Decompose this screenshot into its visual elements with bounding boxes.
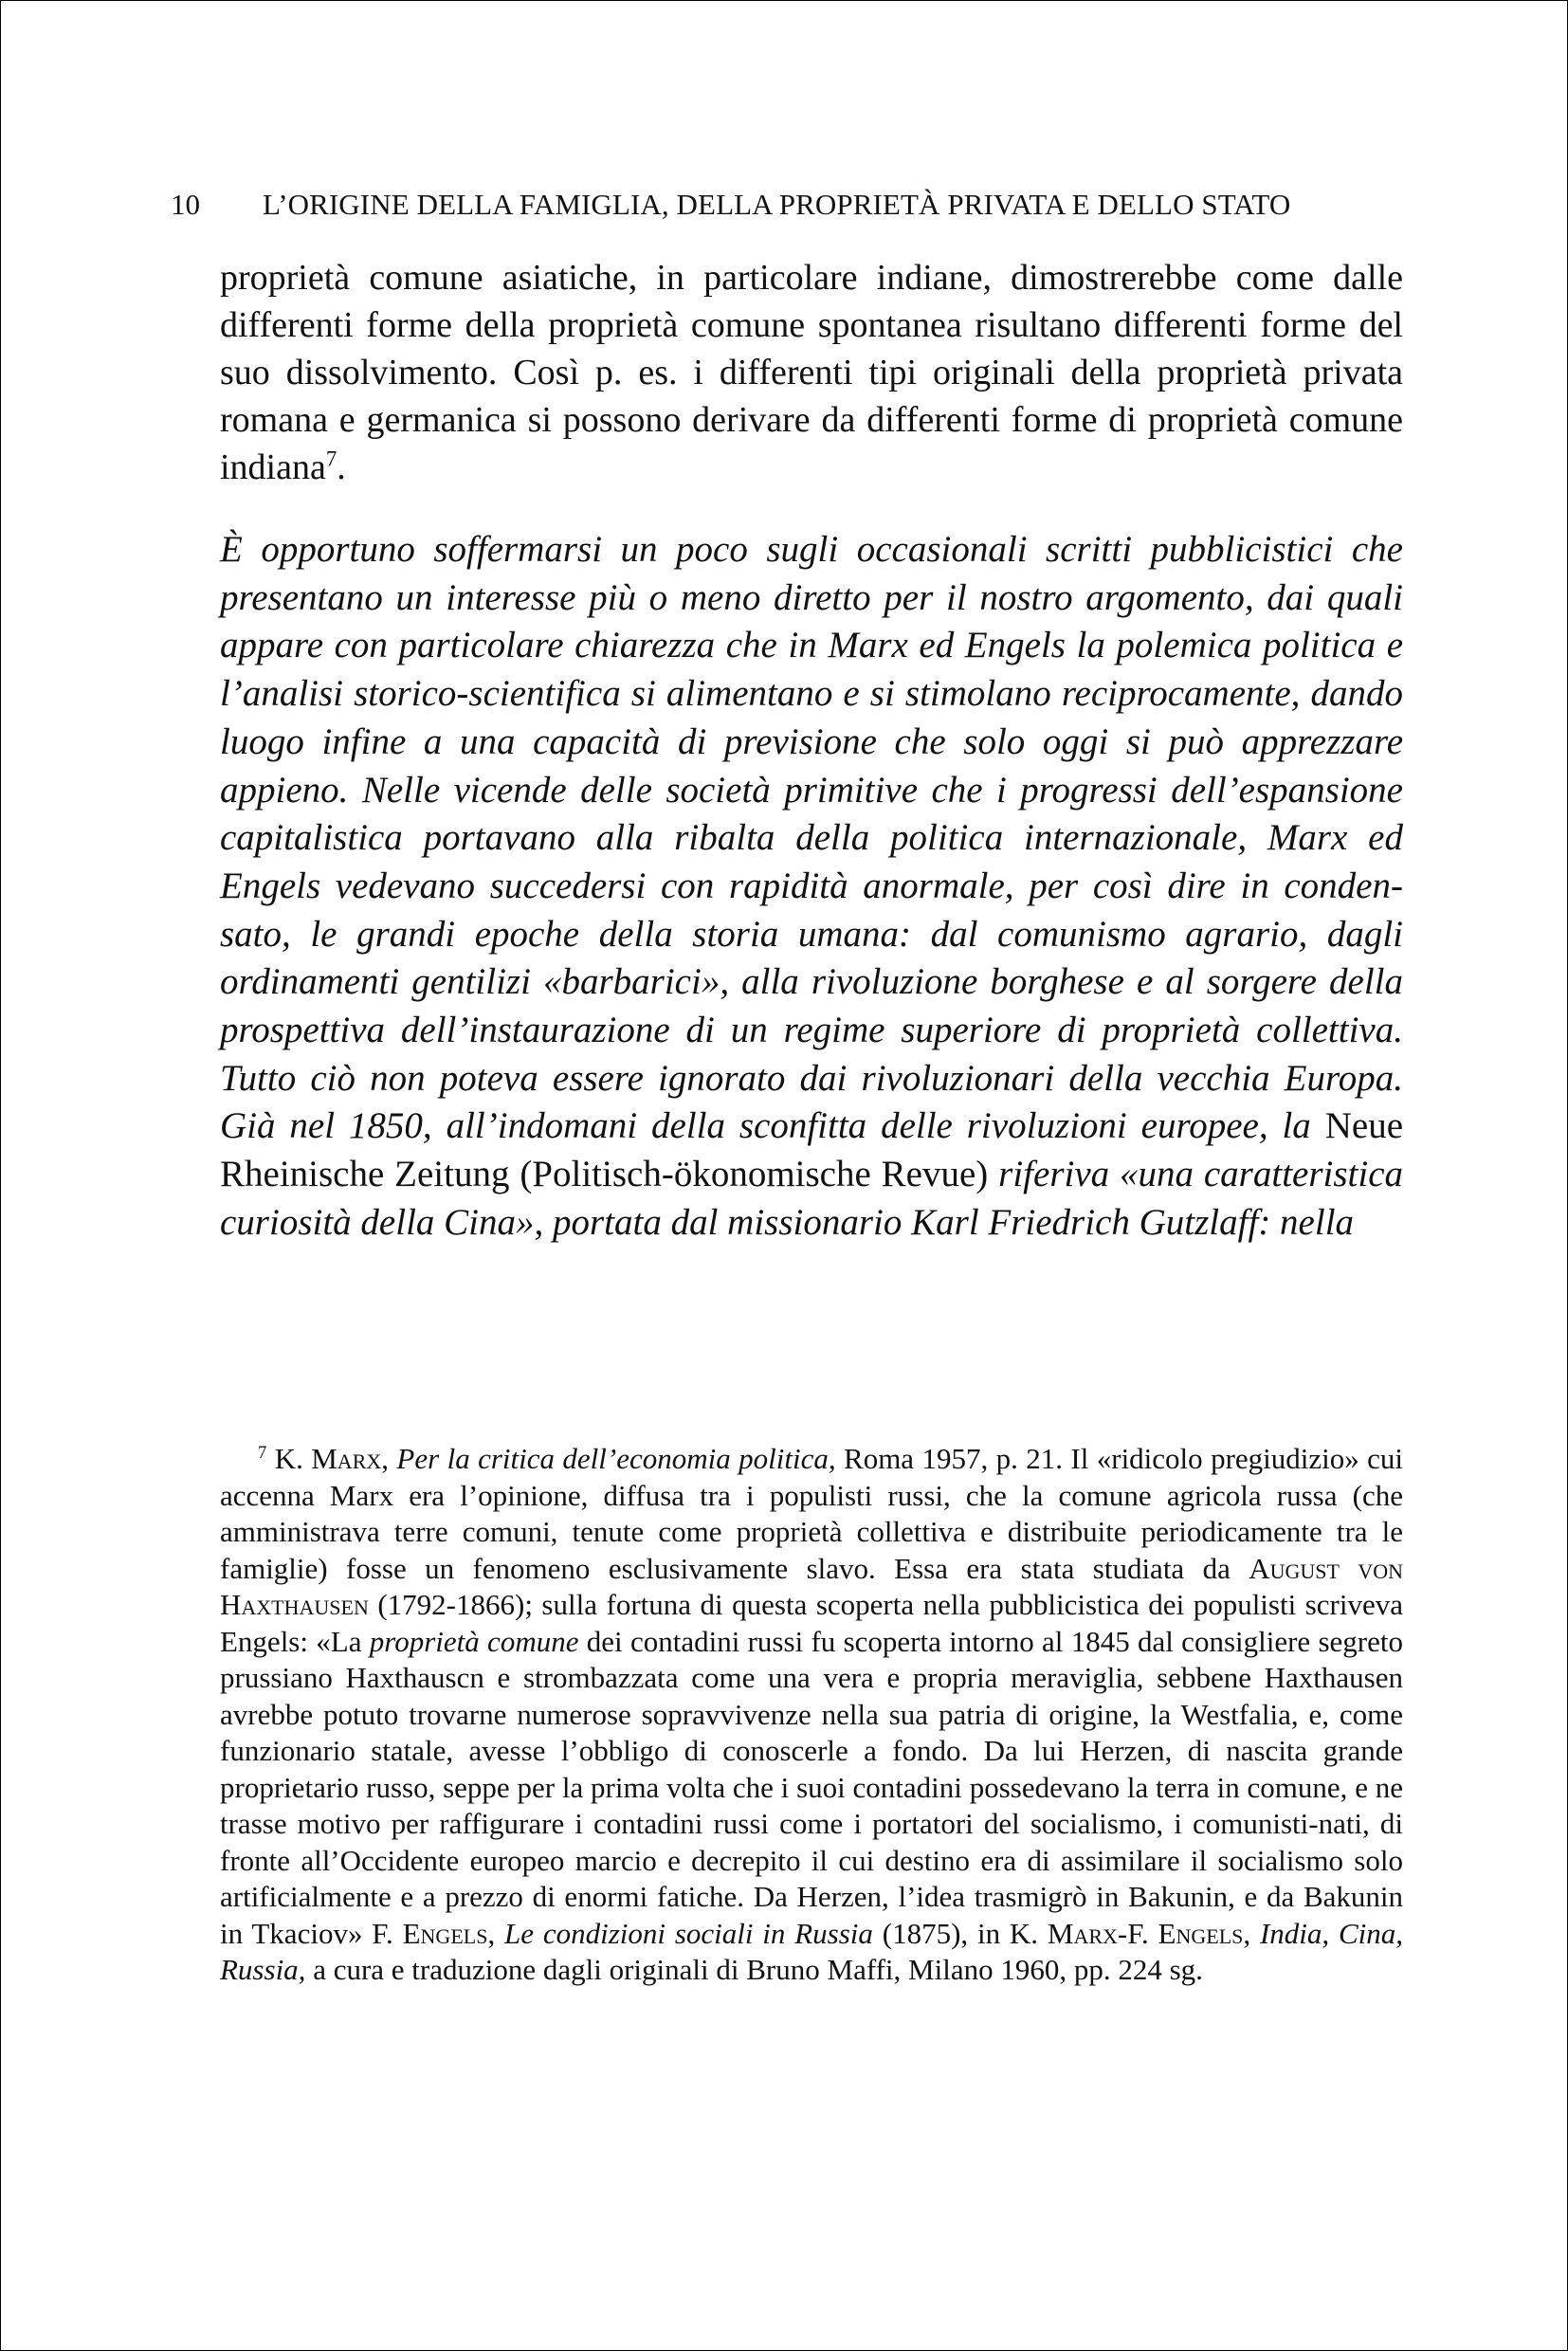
footnote-text: Roma 1957, p. 21. Il «ridicolo pregiudizio» cui accenna Marx era l’opinione, diffusa tra i populisti russi, che la comune agricola russa (che amministrava terre comuni, tenute come proprietà collettiva e distribuite periodicamente tra le famiglie) fosse un fenomeno esclusivamente slavo. Essa era stata studiata da — [220, 1442, 1404, 1585]
paragraph-2 — [220, 526, 1403, 1248]
footnote-text: (1875), in — [882, 1916, 1001, 1950]
footnote-text: (1792-1866); sulla fortuna di questa scoperta nella pubblicistica dei populisti scriveva Engels: «La — [220, 1588, 1403, 1658]
footnote-author: August von Haxthausen — [220, 1551, 1404, 1621]
newspaper-title: Neue Rheinische Zeitung (Politisch-ökonomische Revue) — [220, 1105, 1404, 1195]
page-number: 10 — [171, 188, 200, 221]
footnote-work-title: India, Cina, Russia, — [220, 1916, 1404, 1986]
footnote-author: K. Marx — [274, 1442, 382, 1475]
paragraph-2-part-2: riferiva «una caratteristica curiosità della Cina», portata dal missionario Karl Friedrich Gutzlaff: nella — [220, 1154, 1404, 1243]
paragraph-1-end: . — [337, 447, 346, 487]
running-header — [171, 186, 1394, 224]
running-title: L’ORIGINE DELLA FAMIGLIA, DELLA PROPRIETÀ PRIVATA E DELLO STATO — [263, 188, 1291, 221]
footnote-text: a cura e traduzione dagli originali di Bruno Maffi, Milano 1960, pp. 224 sg. — [313, 1953, 1203, 1986]
footnote-author: F. Engels — [372, 1916, 488, 1950]
paragraph-1-text: proprietà comune asiatiche, in particolare indiane, dimostrerebbe come dalle differenti forme della proprietà comune spontanea risultano differenti forme del suo dissolvimento. Così p. es. i differenti tipi originali della proprietà privata romana e germanica si possono derivare da differenti forme di proprietà comune indiana — [220, 258, 1403, 487]
footnote-reference-7: 7 — [325, 447, 337, 471]
paragraph-1 — [220, 254, 1403, 491]
footnote-7: $^7$ K. Marx, Per la critica dell’economia politica, Roma 1957, p. 21. Il «ridicolo pregiudizio» cui accenna Marx era l’opinione, diffusa tra i populisti russi, che la comune agricola russa (che amministrava terre comuni, tenute come proprietà collettiva e distribuite periodicamente tra le famiglie) fosse un fenomeno esclusivamente slavo. Essa era stata studiata da August von Haxthausen (1792-1866); sulla fortuna di questa scoperta nella pubblicistica dei populisti scriveva Engels: «La proprietà comune dei contadini russi fu scoperta intorno al 1845 dal consigliere segreto prussiano Haxthauscn e strombazzata come una vera e propria meraviglia, sebbene Haxthausen avrebbe potuto trovarne numerose sopravvivenze nella sua patria di origine, la Westfalia, e, come funzionario statale, avesse l’obbligo di conoscerle a fondo. Da lui Herzen, di nascita grande proprietario russo, seppe per la prima volta che i suoi contadini possedevano la terra in comune, e ne trasse motivo per raffigurare i contadini russi come i portatori del socialismo, i comunisti-nati, di fronte all’Occidente europeo marcio e decrepito il cui destino era di assimilare il socialismo solo artificialmente e a prezzo di enormi fatiche. Da Herzen, l’idea trasmigrò in Bakunin, e da Bakunin in Tkaciov» F. Engels, Le condizioni sociali in Russia (1875), in K. Marx-F. Engels, India, Cina, Russia, a cura e traduzione dagli originali di Bruno Maffi, Milano 1960, pp. 224 sg. — [220, 1442, 1404, 1986]
paragraph-2-part-1: È opportuno soffermarsi un poco sugli occasionali scritti pubblicistici che presentano un interesse più o meno diretto per il nostro argomento, dai quali appare con particolare chiarezza che in Marx ed Engels la polemica politica e l’analisi storico-scientifica si alimentano e si stimolano reciprocamente, dando luogo infine a una capacità di previsione che solo oggi si può apprezzare appieno. Nelle vicende delle società primitive che i progressi dell’espansione capitalistica portavano alla ribalta della politica internazionale, Marx ed Engels vedevano succedersi con rapidità anormale, per così dire in condensato, le grandi epoche della storia umana: dal comunismo agrario, dagli ordinamenti gentilizi «barbarici», alla rivoluzione borghese e al sorgere della prospettiva dell’instaurazione di un regime superiore di proprietà collettiva. Tutto ciò non poteva essere ignorato dai rivoluzionari della vecchia Europa. Già nel 1850, all’indomani della sconfitta delle rivoluzioni europee, la — [220, 529, 1403, 1147]
footnote-work-title: Le condizioni sociali in Russia — [504, 1916, 873, 1950]
footnote-text: dei contadini russi fu scoperta intorno al 1845 dal consigliere segreto prussiano Haxthauscn e strombazzata come una vera e propria meraviglia, sebbene Haxthausen avrebbe potuto trovarne numerose sopravvivenze nella sua patria di origine, la Westfalia, e, come funzionario statale, avesse l’obbligo di conoscerle a fondo. Da lui Herzen, di nascita grande proprietario russo, seppe per la prima volta che i suoi contadini possedevano la terra in comune, e ne trasse motivo per raffigurare i contadini russi come i portatori del socialismo, i comunisti-nati, di fronte all’Occidente europeo marcio e decrepito il cui destino era di assimilare il socialismo solo artificialmente e a prezzo di enormi fatiche. Da Herzen, l’idea trasmigrò in Bakunin, e da Bakunin in Tkaciov» — [220, 1624, 1404, 1950]
footnote-emphasis: proprietà comune — [369, 1624, 579, 1658]
footnote-author: K. Marx-F. Engels — [1009, 1916, 1244, 1950]
footnote-work-title: Per la critica dell’economia politica, — [396, 1442, 836, 1475]
footnote-marker: 7 — [258, 1442, 267, 1463]
